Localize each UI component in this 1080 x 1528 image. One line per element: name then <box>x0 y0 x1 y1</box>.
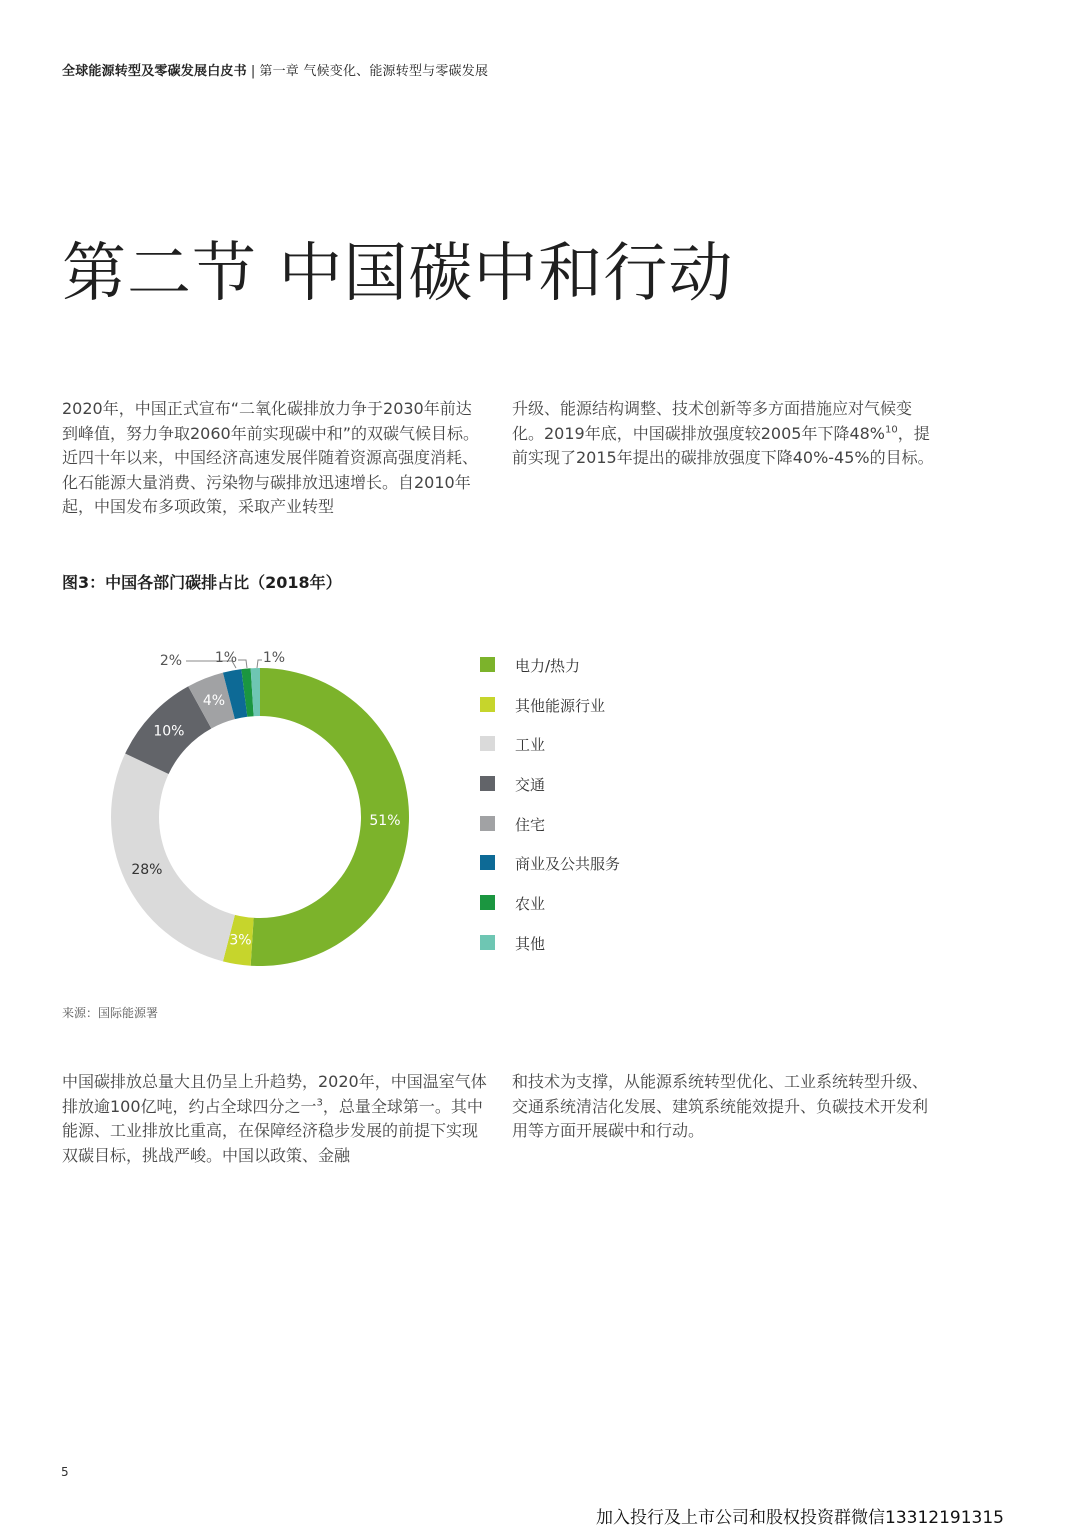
legend-item-4 <box>480 774 620 814</box>
legend-item-8 <box>480 933 620 973</box>
paragraph-text: 中国碳排放总量大且仍呈上升趋势，2020年，中国温室气体排放逾100亿吨，约占全球四分之一 <box>62 1072 487 1116</box>
footnote-ref: 3 <box>316 1097 323 1109</box>
slice-label-1: 51% <box>369 812 401 829</box>
legend-item-5 <box>480 814 620 854</box>
paragraph-text: ，提前实现了2015年提出的碳排放强度下降40%-45%的目标。 <box>512 423 934 467</box>
page-number: 5 <box>61 1465 69 1479</box>
figure-title: 图3：中国各部门碳排占比（2018年） <box>62 573 342 592</box>
legend-label: 农业 <box>515 895 546 914</box>
paragraph-intro-left: 2020年，中国正式宣布“二氧化碳排放力争于2030年前达到峰值，努力争取2060年前实现碳中和”的双碳气候目标。近四十年以来，中国经济高速发展伴随着资源高强度消耗、化石能源大量消费、污染物与碳排放迅速增长。自2010年起，中国发布多项政策，采取产业转型 <box>62 399 480 516</box>
legend-swatch <box>480 855 495 870</box>
legend-item-6 <box>480 853 620 893</box>
leader-line-8 <box>257 660 262 668</box>
paragraph-body-right: 和技术为支撑，从能源系统转型优化、工业系统转型升级、交通系统清洁化发展、建筑系统能效提升、负碳技术开发利用等方面开展碳中和行动。 <box>512 1072 929 1140</box>
slice-3 <box>111 754 235 962</box>
legend-swatch <box>480 776 495 791</box>
legend-item-7 <box>480 893 620 933</box>
legend-swatch <box>480 935 495 950</box>
paragraph-text: 升级、能源结构调整、技术创新等多方面措施应对气候变化。2019年底，中国碳排放强度较2005年下降48% <box>512 399 913 443</box>
paragraph-intro-right <box>512 397 937 471</box>
slice-label-6: 2% <box>159 653 183 669</box>
slice-label-7: 1% <box>214 650 238 666</box>
leader-line-7 <box>238 660 247 668</box>
legend-label: 其他 <box>515 934 546 953</box>
legend-label: 电力/热力 <box>515 657 581 675</box>
legend-label: 交通 <box>515 776 546 795</box>
chart-legend <box>480 655 620 973</box>
legend-item-2 <box>480 695 620 735</box>
legend-label: 其他能源行业 <box>515 696 606 715</box>
legend-swatch <box>480 816 495 831</box>
chapter-title: 第一章 气候变化、能源转型与零碳发展 <box>259 64 489 79</box>
header-separator: | <box>250 64 256 79</box>
legend-swatch <box>480 895 495 910</box>
legend-swatch <box>480 657 495 672</box>
legend-label: 商业及公共服务 <box>515 855 621 874</box>
donut-slices <box>111 668 409 966</box>
paragraph-body-left <box>62 1070 487 1168</box>
slice-label-5: 4% <box>202 692 226 709</box>
footer-promo: 加入投行及上市公司和股权投资群微信13312191315 <box>596 1508 1004 1528</box>
paragraph-text: ，总量全球第一。其中能源、工业排放比重高，在保障经济稳步发展的前提下实现双碳目标，挑战严峻。中国以政策、金融 <box>62 1096 483 1165</box>
figure-source: 来源：国际能源署 <box>62 1006 159 1020</box>
book-title: 全球能源转型及零碳发展白皮书 <box>62 64 247 79</box>
slice-label-8: 1% <box>262 650 286 666</box>
running-header <box>62 60 488 79</box>
legend-item-3 <box>480 734 620 774</box>
slice-label-2: 3% <box>229 932 252 949</box>
section-title: 第二节 中国碳中和行动 <box>62 237 734 311</box>
legend-item-1 <box>480 655 620 695</box>
legend-swatch <box>480 736 495 751</box>
slice-label-3: 28% <box>131 862 163 879</box>
legend-swatch <box>480 697 495 712</box>
legend-label: 住宅 <box>515 815 546 834</box>
legend-label: 工业 <box>515 736 546 755</box>
footnote-ref: 10 <box>885 424 898 436</box>
slice-label-4: 10% <box>153 723 185 740</box>
